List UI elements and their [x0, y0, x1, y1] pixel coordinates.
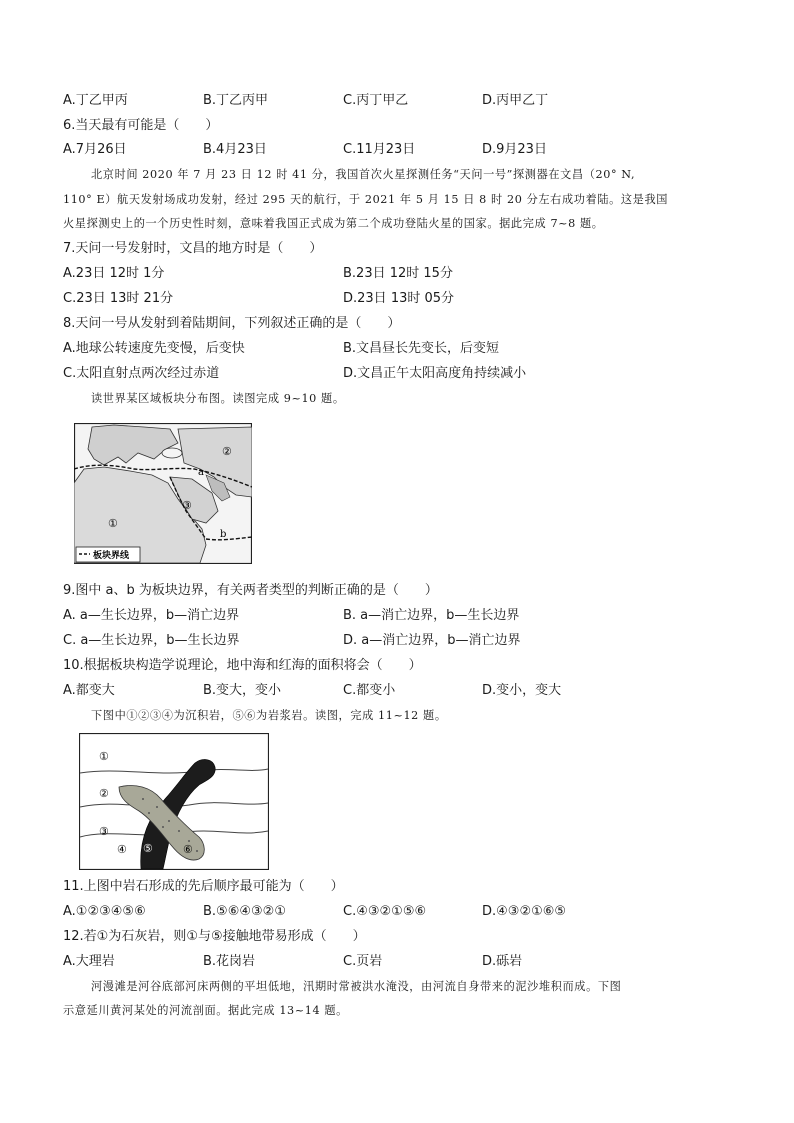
- q5-option-a: A.丁乙甲丙: [63, 93, 128, 108]
- q8-option-a: A.地球公转速度先变慢，后变快: [63, 341, 245, 356]
- q11-option-b: B.⑤⑥④③②①: [203, 904, 286, 919]
- q8-option-c: C.太阳直射点两次经过赤道: [63, 366, 220, 381]
- q10-option-a: A.都变大: [63, 683, 115, 698]
- q9-option-b: B. a—消亡边界，b—生长边界: [343, 608, 520, 623]
- q8-option-d: D.文昌正午太阳高度角持续减小: [343, 366, 527, 381]
- q11-stem: 11.上图中岩石形成的先后顺序最可能为（ ）: [63, 879, 344, 894]
- q8-stem: 8.天问一号从发射到着陆期间，下列叙述正确的是（ ）: [63, 316, 401, 331]
- q11-option-a: A.①②③④⑤⑥: [63, 904, 146, 919]
- strata-label-5: ⑤: [143, 842, 153, 855]
- q6-stem: 6.当天最有可能是（ ）: [63, 118, 219, 133]
- q10-option-b: B.变大，变小: [203, 683, 282, 698]
- strata-label-1: ①: [99, 750, 109, 763]
- q6-option-a: A.7月26日: [63, 142, 127, 157]
- q12-option-a: A.大理岩: [63, 954, 115, 969]
- plate-map-svg: [74, 423, 252, 564]
- q7-stem: 7.天问一号发射时，文昌的地方时是（ ）: [63, 241, 323, 256]
- map-label-2: ②: [222, 445, 232, 458]
- q6-option-b: B.4月23日: [203, 142, 267, 157]
- passage-river-line-1: 河漫滩是河谷底部河床两侧的平坦低地，汛期时常被洪水淹没，由河流自身带来的泥沙堆积而成。下图: [91, 980, 622, 993]
- q10-stem: 10.根据板块构造学说理论，地中海和红海的面积将会（ ）: [63, 658, 422, 673]
- q6-option-c: C.11月23日: [343, 142, 416, 157]
- passage-mars-line-2: 110° E）航天发射场成功发射，经过 295 天的航行，于 2021 年 5 月 15 日 8 时 20 分左右成功着陆。这是我国: [63, 193, 669, 206]
- passage-river-line-2: 示意延川黄河某处的河流剖面。据此完成 13~14 题。: [63, 1004, 348, 1017]
- q9-option-d: D. a—消亡边界，b—消亡边界: [343, 633, 521, 648]
- q11-option-c: C.④③②①⑤⑥: [343, 904, 427, 919]
- rock-strata-svg: [79, 733, 269, 870]
- map-label-1: ①: [108, 517, 118, 530]
- strata-label-4: ④: [117, 843, 127, 856]
- rock-strata-figure: [79, 733, 269, 870]
- map-label-b: b: [220, 529, 227, 540]
- q8-option-b: B.文昌昼长先变长，后变短: [343, 341, 500, 356]
- q9-option-c: C. a—生长边界，b—生长边界: [63, 633, 240, 648]
- q9-stem: 9.图中 a、b 为板块边界，有关两者类型的判断正确的是（ ）: [63, 583, 438, 598]
- q7-option-a: A.23日 12时 1分: [63, 266, 165, 281]
- plate-map-figure: [74, 423, 252, 564]
- q5-option-b: B.丁乙丙甲: [203, 93, 269, 108]
- q5-option-c: C.丙丁甲乙: [343, 93, 409, 108]
- q9-option-a: A. a—生长边界，b—消亡边界: [63, 608, 240, 623]
- q7-option-c: C.23日 13时 21分: [63, 291, 174, 306]
- q10-option-c: C.都变小: [343, 683, 396, 698]
- map-label-a: a: [198, 467, 204, 478]
- q5-option-d: D.丙甲乙丁: [482, 93, 549, 108]
- q11-option-d: D.④③②①⑥⑤: [482, 904, 567, 919]
- strata-label-2: ②: [99, 787, 109, 800]
- rock-intro: 下图中①②③④为沉积岩，⑤⑥为岩浆岩。读图，完成 11~12 题。: [91, 709, 447, 722]
- map-legend-label: 板块界线: [93, 551, 130, 561]
- map-label-3: ③: [182, 499, 192, 512]
- q12-option-b: B.花岗岩: [203, 954, 256, 969]
- strata-label-6: ⑥: [183, 843, 193, 856]
- strata-label-3: ③: [99, 825, 109, 838]
- q7-option-d: D.23日 13时 05分: [343, 291, 455, 306]
- plate-intro: 读世界某区域板块分布图。读图完成 9~10 题。: [91, 392, 345, 405]
- passage-mars-line-1: 北京时间 2020 年 7 月 23 日 12 时 41 分，我国首次火星探测任务“天问一号”探测器在文昌（20° N,: [91, 168, 636, 181]
- q10-option-d: D.变小，变大: [482, 683, 562, 698]
- passage-mars-line-3: 火星探测史上的一个历史性时刻，意味着我国正式成为第二个成功登陆火星的国家。据此完成 7~8 题。: [63, 217, 604, 230]
- q7-option-b: B.23日 12时 15分: [343, 266, 453, 281]
- q12-stem: 12.若①为石灰岩，则①与⑤接触地带易形成（ ）: [63, 929, 366, 944]
- q12-option-d: D.砾岩: [482, 954, 523, 969]
- q6-option-d: D.9月23日: [482, 142, 547, 157]
- q12-option-c: C.页岩: [343, 954, 383, 969]
